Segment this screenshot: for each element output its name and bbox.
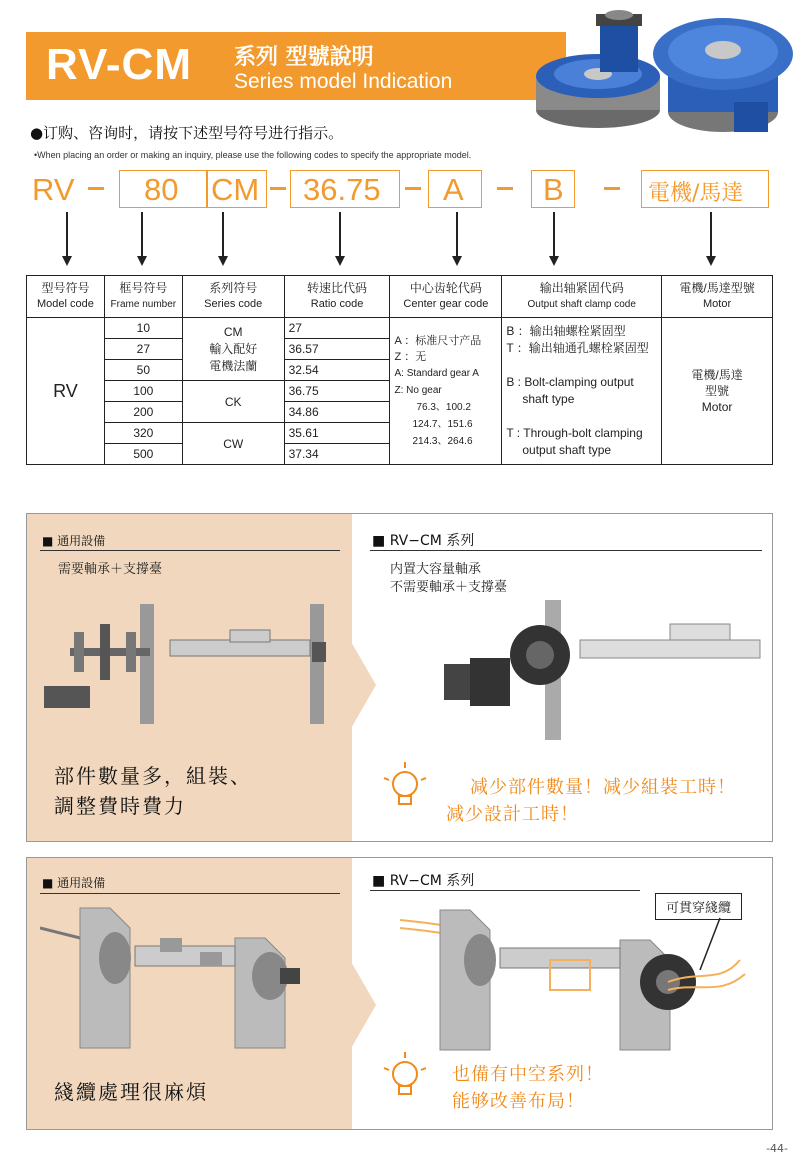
header-center-gear-code: 中心齿轮代码 Center gear code: [390, 276, 502, 318]
frame-cell: 10: [104, 318, 182, 339]
section-label-rvcm: ■ RV−CM 系列: [372, 873, 475, 889]
section-rule: [40, 893, 340, 894]
center-gear-cell: A ：标准尺寸产品 Z ：无 A: Standard gear A Z: No gear 76.3、100.2 124.7、151.6 214.3、264.6: [390, 318, 502, 465]
arrow-series: [222, 212, 224, 258]
intro-text-chinese: ●订购、咨询时，请按下述型号符号进行指示。: [30, 124, 344, 142]
ratio-cell: 27: [284, 318, 390, 339]
code-dash: [604, 187, 620, 190]
rvcm-hollow-diagram: [400, 900, 760, 1060]
header-ratio-code: 转速比代码 Ratio code: [284, 276, 390, 318]
arrow-clamp: [553, 212, 555, 258]
motor-cell: 電機/馬達 型號 Motor: [662, 318, 773, 465]
section-label-rvcm: ■ RV−CM 系列: [372, 533, 475, 549]
output-clamp-cell: B ：输出轴螺栓紧固型 T ：输出轴通孔螺栓紧固型 B : Bolt-clamping output shaft type T : Through-bolt clamping output shaft type: [502, 318, 662, 465]
general-drawback-line2: 調整費時費力: [54, 794, 186, 818]
arrow-ratio: [339, 212, 341, 258]
code-clamp: B: [543, 172, 564, 207]
code-series: CM: [211, 172, 260, 207]
page-number: -44-: [766, 1142, 788, 1155]
comparison-arrow-icon: [350, 960, 378, 1050]
frame-cell: 200: [104, 402, 182, 423]
section-label-general: ■ 通用設備: [42, 534, 106, 548]
ratio-cell: 35.61: [284, 423, 390, 444]
rvcm-feature-2: 不需要軸承＋支撐臺: [390, 580, 508, 595]
section-label-general: ■ 通用設備: [42, 876, 106, 890]
lightbulb-icon: [380, 1050, 430, 1110]
arrowhead-icon: [706, 256, 716, 266]
section-rule: [40, 550, 340, 551]
intro-text-english: •When placing an order or making an inquiry, please use the following codes to specify the appropriate model.: [34, 150, 472, 160]
header-output-clamp-code: 输出轴紧固代码 Output shaft clamp code: [502, 276, 662, 318]
rvcm-benefit-line1: 减少部件數量！减少組裝工時！: [470, 777, 736, 798]
model-cell: RV: [27, 318, 105, 465]
rvcm-benefit-line2: 减少設計工時！: [446, 804, 579, 825]
arrowhead-icon: [62, 256, 72, 266]
ratio-cell: 36.75: [284, 381, 390, 402]
frame-cell: 100: [104, 381, 182, 402]
general-cable-drawback: 綫纜處理很麻煩: [54, 1080, 208, 1104]
frame-cell: 50: [104, 360, 182, 381]
arrow-motor: [710, 212, 712, 258]
header-motor: 電機/馬達型號 Motor: [662, 276, 773, 318]
lightbulb-icon: [380, 760, 430, 820]
series-cw-cell: CW: [182, 423, 284, 465]
rvcm-feature-1: 内置大容量軸承: [390, 562, 482, 577]
ratio-cell: 32.54: [284, 360, 390, 381]
general-cable-diagram: [40, 898, 345, 1058]
header-model-code: 型号符号 Model code: [27, 276, 105, 318]
ratio-cell: 37.34: [284, 444, 390, 465]
rvcm-equipment-diagram: [430, 600, 770, 740]
code-dash: [405, 187, 421, 190]
code-ratio: 36.75: [303, 172, 381, 207]
table-header-row: [27, 276, 773, 318]
arrow-frame: [141, 212, 143, 258]
header-frame-number: 框号符号 Frame number: [104, 276, 182, 318]
comparison-arrow-icon: [350, 640, 378, 730]
section-rule: [370, 890, 640, 891]
reducer-product-image: [508, 2, 798, 137]
title-chinese: 系列 型號說明: [234, 45, 374, 70]
arrowhead-icon: [218, 256, 228, 266]
table-row: [27, 318, 773, 339]
series-ck-cell: CK: [182, 381, 284, 423]
model-code-table: [26, 275, 773, 465]
arrow-model: [66, 212, 68, 258]
section-rule: [370, 550, 762, 551]
code-center: A: [443, 172, 464, 207]
arrowhead-icon: [452, 256, 462, 266]
page-title: RV-CM: [46, 40, 192, 89]
hollow-cable-callout: 可貫穿綫纜: [655, 893, 742, 920]
arrow-center: [456, 212, 458, 258]
code-dash: [270, 187, 286, 190]
title-english: Series model Indication: [234, 70, 453, 93]
code-dash: [497, 187, 513, 190]
frame-cell: 500: [104, 444, 182, 465]
general-equipment-diagram: [40, 604, 345, 724]
frame-cell: 27: [104, 339, 182, 360]
general-equipment-note: 需要軸承＋支撐臺: [58, 562, 163, 577]
arrowhead-icon: [549, 256, 559, 266]
frame-cell: 320: [104, 423, 182, 444]
arrowhead-icon: [137, 256, 147, 266]
ratio-cell: 36.57: [284, 339, 390, 360]
arrowhead-icon: [335, 256, 345, 266]
header-series-code: 系列符号 Series code: [182, 276, 284, 318]
code-dash: [88, 187, 104, 190]
code-rv: RV: [32, 172, 75, 207]
general-drawback-line1: 部件數量多，組裝、: [54, 764, 252, 788]
hollow-benefit-line2: 能够改善布局！: [452, 1091, 585, 1112]
code-motor: 電機/馬達: [648, 181, 744, 206]
code-frame: 80: [144, 172, 179, 207]
series-cm-cell: CM 輸入配好 電機法蘭: [182, 318, 284, 381]
hollow-benefit-line1: 也備有中空系列！: [452, 1064, 604, 1085]
ratio-cell: 34.86: [284, 402, 390, 423]
